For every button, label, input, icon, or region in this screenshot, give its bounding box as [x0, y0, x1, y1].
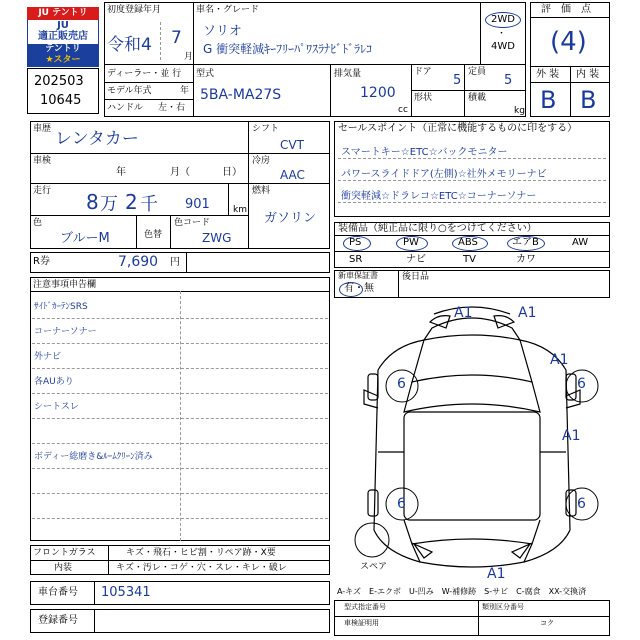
interior-label: 内 装: [576, 69, 600, 80]
history-value: レンタカー: [55, 129, 139, 149]
dealer-label: ディーラー・並 行: [107, 69, 182, 79]
car-name-line2: G 衝突軽減ｷｰﾌﾘｰﾊﾟﾜｽﾗﾅﾋﾞﾄﾞﾗﾚｺ: [203, 42, 373, 56]
equipment-title: 装備品（純正品に限り○をつけてください）: [338, 223, 537, 234]
front-glass-label: フロントガラス: [33, 548, 96, 558]
recycle-box: [30, 252, 330, 273]
car-name-line1: ソリオ: [203, 24, 242, 39]
mark-6-left-rear: 6: [397, 496, 406, 512]
drive-2wd: 2WD: [491, 14, 515, 25]
doors: 5: [453, 73, 462, 88]
mark-a1-front-right: A1: [518, 305, 537, 321]
exterior-label: 外 装: [536, 69, 560, 80]
sales-point-2: パワースライドドア(左側)☆社外メモリーナビ: [341, 169, 547, 180]
color-code-label: 色コード: [174, 218, 211, 228]
logo-tentori: テントリ: [45, 44, 81, 54]
equip-leather: カワ: [516, 254, 536, 265]
mileage-a: 8: [86, 190, 99, 214]
displacement: 1200: [360, 85, 396, 101]
handle-value: 左・右: [158, 103, 186, 113]
color-label: 色: [33, 218, 43, 228]
note-2: コーナーソナー: [34, 327, 97, 337]
equip-tv: TV: [463, 254, 476, 265]
ac-value: AAC: [280, 168, 305, 182]
warranty-label: 新車保証書: [338, 271, 378, 280]
equip-pw: PW: [403, 237, 419, 248]
drive-4wd: 4WD: [491, 41, 515, 52]
notes-title: 注意事項申告欄: [33, 280, 97, 290]
grade-title: 評 価 点: [541, 4, 591, 15]
note-1: ｻｲﾄﾞｶｰﾃﾝSRS: [34, 302, 88, 312]
chassis-label: 車台番号: [38, 587, 78, 598]
model-code-label: 型式: [196, 69, 215, 79]
auction-logo: [27, 7, 99, 67]
first-reg-month-unit: 月: [184, 52, 194, 62]
front-glass-options: キズ・飛石・ヒビ割・リペア跡・X要: [126, 548, 276, 558]
logo-bottom-band: [27, 44, 99, 67]
logo-star: ★スター: [45, 55, 81, 65]
drive-dot: ・: [497, 29, 507, 39]
mileage-c: 2: [125, 190, 138, 214]
mark-a1-rear: A1: [487, 566, 506, 582]
logo-ju: JU: [57, 20, 69, 31]
cc-unit: cc: [398, 105, 408, 115]
capacity-label: 定員: [468, 67, 487, 77]
lot-number-1: 202503: [34, 74, 84, 89]
km-unit: km: [233, 205, 247, 215]
lot-number-2: 10645: [40, 93, 82, 108]
mileage-b: 万: [100, 194, 118, 215]
model-year-unit: 年: [180, 86, 190, 96]
model-year-label: モデル年式: [107, 86, 152, 96]
logo-top-band: JU テントリ: [27, 7, 99, 20]
recycle-value: 7,690: [118, 254, 159, 270]
first-reg-label: 初度登録年月: [107, 5, 162, 15]
equip-sr: SR: [349, 254, 363, 265]
kg-unit: kg: [514, 106, 525, 116]
spare-label: スペア: [360, 562, 388, 572]
mark-a1-right-upper: A1: [550, 352, 569, 368]
class-no-label: 類別区分番号: [482, 603, 524, 611]
sales-point-1: スマートキー☆ETC☆バックモニター: [341, 147, 508, 158]
note-4: 各AUあり: [34, 377, 74, 387]
exterior-grade: B: [540, 86, 557, 114]
inspection-label: 車検: [33, 156, 52, 166]
interior-row-label: 内装: [54, 563, 73, 573]
displacement-label: 排気量: [334, 69, 362, 79]
overall-grade: (4): [550, 27, 587, 57]
capacity: 5: [504, 73, 513, 88]
shift-value: CVT: [280, 138, 304, 152]
inspection-day: 日）: [222, 167, 242, 178]
mark-a1-front-left: A1: [454, 305, 473, 321]
equip-ps: PS: [349, 237, 362, 248]
note-5: シートスレ: [34, 402, 79, 412]
first-reg-month: 7: [171, 28, 182, 48]
model-code: 5BA-MA27S: [200, 87, 282, 103]
remarks-label: 後日品: [402, 272, 430, 282]
car-name-label: 車名・グレード: [196, 5, 260, 15]
interior-grade: B: [580, 86, 597, 114]
shift-label: シフト: [252, 124, 280, 134]
ac-label: 冷房: [252, 156, 271, 166]
mark-a1-right-mid: A1: [562, 428, 581, 444]
model-cert-label: 型式指定番号: [344, 603, 386, 611]
sales-point-3: 衝突軽減☆ドラレコ☆ETC☆コーナーソナー: [341, 191, 537, 202]
mileage-d: 千: [140, 194, 158, 215]
vehicle-cert-label: 車検証明用: [344, 619, 379, 627]
equip-airbag: エアB: [512, 237, 539, 248]
sales-points-title: セールスポイント（正常に機能するものに印をする）: [338, 123, 578, 134]
mark-6-left-front: 6: [397, 376, 406, 392]
warranty-value: 有・無: [344, 283, 374, 294]
fuel-value: ガソリン: [264, 211, 317, 226]
load-label: 積載: [468, 93, 487, 103]
logo-mid-band: [27, 20, 99, 44]
damage-legend: A-キズ E-エクボ U-凹み W-補修跡 S-サビ C-腐食 XX-交換済: [337, 587, 587, 596]
inspection-year: 年: [116, 167, 126, 178]
mark-6-right-front: 6: [577, 376, 586, 392]
kokubun-label: コク: [540, 619, 554, 627]
logo-tekisei: 適正販売店: [38, 31, 88, 42]
mileage-label: 走行: [33, 186, 52, 196]
mark-6-right-rear: 6: [577, 496, 586, 512]
chassis-number: 105341: [101, 585, 151, 600]
registration-label: 登録番号: [38, 615, 78, 626]
color-change-label: 色替: [144, 230, 163, 240]
note-3: 外ナビ: [34, 352, 62, 362]
inspection-month: 月（: [170, 167, 190, 178]
doors-label: ドア: [414, 67, 432, 77]
first-reg-era: 令和4: [107, 35, 152, 55]
recycle-label: R券: [33, 256, 50, 267]
handle-label: ハンドル: [107, 103, 144, 113]
history-label: 車歴: [33, 124, 52, 134]
equip-navi: ナビ: [406, 254, 426, 265]
note-6: ボディー総磨き&ﾙｰﾑｸﾘｰﾝ済み: [34, 452, 153, 462]
mileage-e: 901: [185, 197, 210, 212]
interior-row-options: キズ・汚レ・コゲ・穴・スレ・キレ・破レ: [116, 563, 287, 573]
yen-unit: 円: [170, 257, 180, 268]
shape-label: 形状: [414, 93, 433, 103]
equip-aw: AW: [572, 237, 589, 248]
color-code: ZWG: [202, 231, 232, 245]
fuel-label: 燃料: [252, 186, 271, 196]
equip-abs: ABS: [458, 237, 478, 248]
color-value: ブルーM: [60, 231, 110, 246]
